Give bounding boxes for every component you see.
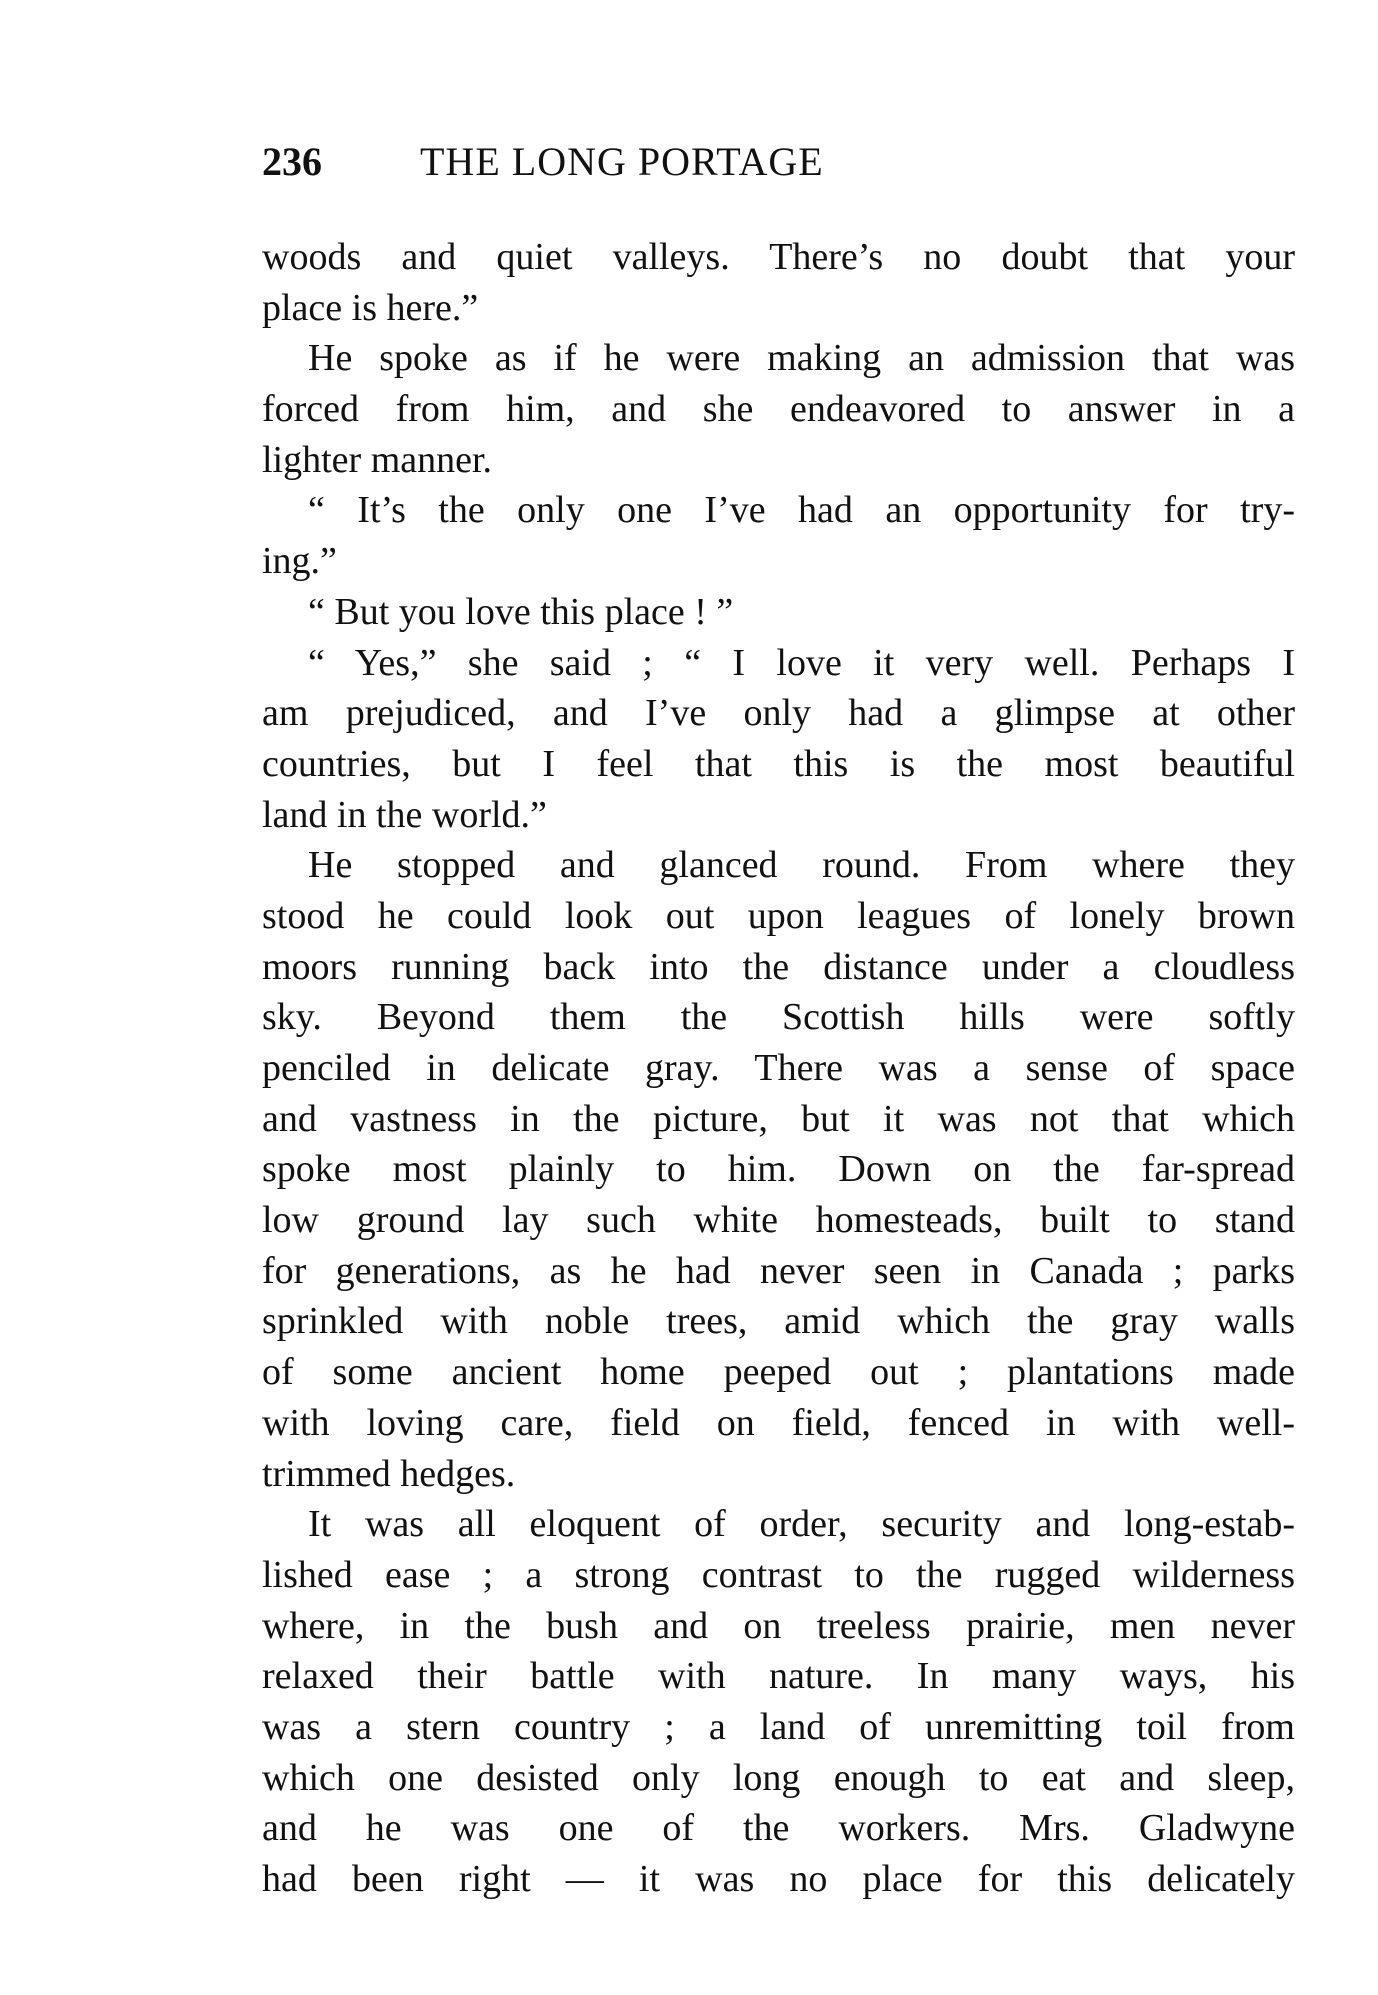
text-line: and he was one of the workers. Mrs. Gladwyne (262, 1807, 1295, 1850)
text-line: It was all eloquent of order, security and long-estab- (308, 1503, 1295, 1546)
page-number: 236 (262, 139, 322, 184)
text-line: lished ease ; a strong contrast to the rugged wilderness (262, 1553, 1295, 1596)
text-line: countries, but I feel that this is the most beautiful (262, 742, 1295, 785)
text-line: forced from him, and she endeavored to answer in a (262, 388, 1295, 431)
text-line: relaxed their battle with nature. In many ways, his (262, 1655, 1295, 1698)
text-line: lighter manner. (262, 438, 493, 481)
text-line: of some ancient home peeped out ; plantations made (262, 1351, 1295, 1394)
text-line: moors running back into the distance under a cloudless (262, 945, 1295, 988)
text-line: “ Yes,” she said ; “ I love it very well. Perhaps I (308, 641, 1295, 684)
text-line: sky. Beyond them the Scottish hills were softly (262, 996, 1295, 1039)
text-line: He stopped and glanced round. From where they (308, 844, 1295, 887)
text-line: woods and quiet valleys. There’s no doubt that your (262, 236, 1295, 278)
text-line: and vastness in the picture, but it was not that which (262, 1097, 1295, 1140)
text-line: which one desisted only long enough to eat and sleep, (262, 1756, 1295, 1799)
text-line: low ground lay such white homesteads, built to stand (262, 1199, 1295, 1242)
page-body-text (262, 232, 1295, 1905)
text-line: “ But you love this place ! ” (308, 590, 734, 633)
page-header (262, 138, 1295, 194)
text-line: land in the world.” (262, 793, 547, 836)
text-line: with loving care, field on field, fenced in with well- (262, 1401, 1295, 1444)
text-line: stood he could look out upon leagues of lonely brown (262, 894, 1295, 937)
text-line: He spoke as if he were making an admission that was (308, 337, 1295, 380)
text-line: trimmed hedges. (262, 1452, 516, 1495)
text-line: where, in the bush and on treeless prairie, men never (262, 1604, 1295, 1647)
text-line: “ It’s the only one I’ve had an opportunity for try- (308, 489, 1295, 532)
text-line: penciled in delicate gray. There was a sense of space (262, 1047, 1295, 1089)
text-line: was a stern country ; a land of unremitting toil from (262, 1705, 1295, 1748)
text-line: am prejudiced, and I’ve only had a glimpse at other (262, 692, 1295, 735)
text-line: place is here.” (262, 286, 479, 329)
text-line: sprinkled with noble trees, amid which the gray walls (262, 1300, 1295, 1343)
text-line: for generations, as he had never seen in Canada ; parks (262, 1249, 1295, 1292)
text-line: had been right — it was no place for this delicately (262, 1858, 1295, 1900)
text-line: spoke most plainly to him. Down on the far-spread (262, 1148, 1295, 1191)
text-line: ing.” (262, 540, 337, 583)
running-title: THE LONG PORTAGE (420, 139, 824, 184)
